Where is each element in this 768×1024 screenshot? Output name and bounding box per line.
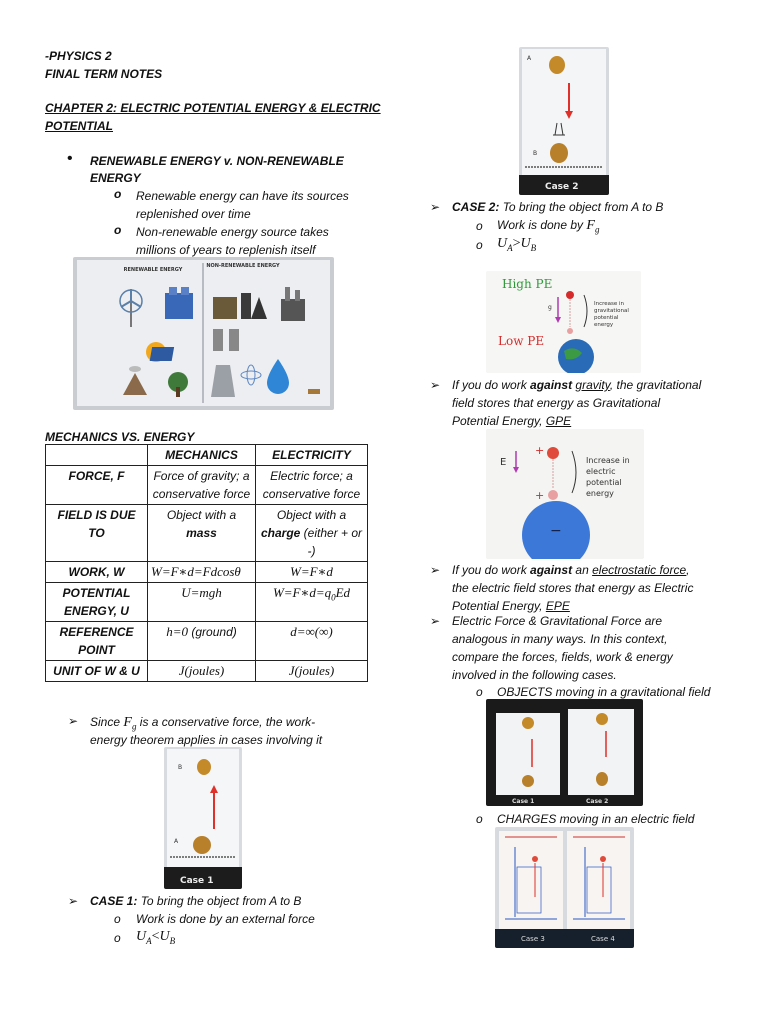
cell-elec-field-bold: charge <box>260 526 301 540</box>
cell-elec-reference: d=∞(∞) <box>256 622 368 661</box>
row-label-work: WORK, W <box>46 562 148 583</box>
cell-elec-work: W=F∗d <box>256 562 368 583</box>
poster-left-title: RENEWABLE ENERGY <box>123 267 183 273</box>
energy-poster-photo <box>73 257 334 410</box>
charges-electric-photo <box>495 827 634 948</box>
gpe-line3 <box>452 412 571 430</box>
arrow-bullet-icon: ➢ <box>430 200 441 214</box>
epe-line2: the electric field stores that energy as Electric <box>452 581 694 595</box>
case2-ub-sub: B <box>530 242 537 253</box>
sub-bullet: o <box>114 187 122 201</box>
table-row <box>46 466 368 505</box>
arrow-bullet-icon: ➢ <box>430 378 441 392</box>
mechanics-vs-energy-table <box>45 444 368 682</box>
table-row <box>46 505 368 562</box>
renewable-item1-line1: Renewable energy can have its sources <box>136 189 349 203</box>
row-label-potential-energy: POTENTIAL ENERGY, U <box>46 583 148 622</box>
positive-charge-icon <box>547 447 559 459</box>
case1-label: CASE 1: <box>90 894 138 908</box>
cell-elec-force: Electric force; a conservative force <box>256 466 368 505</box>
case1-photo <box>164 747 242 889</box>
case2-photo <box>519 47 609 195</box>
arrow-bullet-icon: ➢ <box>68 714 79 728</box>
case1-point-b: B <box>178 764 183 771</box>
analog-line3: compare the forces, fields, work & energy <box>452 650 673 664</box>
sub-bullet: o <box>114 931 121 945</box>
case2-object-top <box>549 56 565 74</box>
table-row <box>46 622 368 661</box>
gpe-line1 <box>452 376 701 394</box>
objects-gravitational-photo <box>486 699 643 806</box>
renewable-item2-line2: millions of years to replenish itself <box>136 243 316 257</box>
case1-line <box>90 892 301 910</box>
case2-sub1-sub: g <box>594 224 600 235</box>
since-post: is a conservative force, the work- <box>139 715 316 729</box>
cell-mech-field <box>148 505 256 562</box>
case1-caption: Case 1 <box>180 876 214 886</box>
cell-elec-pe-post: Ed <box>335 585 351 600</box>
gpe-l3-u: GPE <box>545 414 572 428</box>
case1-ub: U <box>159 929 170 944</box>
row-label-unit: UNIT OF W & U <box>46 661 148 682</box>
since-symbol: F <box>123 715 132 730</box>
sub-bullet: o <box>476 238 483 252</box>
epe-line1 <box>452 561 690 579</box>
sub-bullet: o <box>114 912 121 926</box>
case2-ua-sub: A <box>507 242 513 253</box>
analog-line1: Electric Force & Gravitational Force are <box>452 614 663 628</box>
cell-mech-field-text: Object with a <box>166 508 237 522</box>
bullet-dot: • <box>67 150 73 167</box>
epe-l3-pre: Potential Energy, <box>452 599 543 613</box>
epe-l1-bold: against <box>530 563 573 577</box>
analog-line2: analogous in many ways. In this context, <box>452 632 668 646</box>
poster-right-title: NON-RENEWABLE ENERGY <box>206 263 280 269</box>
since-pre: Since <box>90 715 121 729</box>
case2-text: To bring the object from A to B <box>502 200 664 214</box>
chapter-title-line1: CHAPTER 2: ELECTRIC POTENTIAL ENERGY & ELECTRIC <box>45 101 381 115</box>
analog-sub1: OBJECTS moving in a gravitational field <box>497 685 711 699</box>
case1-text: To bring the object from A to B <box>140 894 302 908</box>
arrow-bullet-icon: ➢ <box>430 614 441 628</box>
cell-mech-pe: U=mgh <box>148 583 256 622</box>
analog-sub2: CHARGES moving in an electric field <box>497 812 695 826</box>
cell-elec-pe <box>256 583 368 622</box>
sub-bullet: o <box>476 812 483 826</box>
cell-elec-pe-pre: W=F∗d=q <box>272 585 332 600</box>
epe-l1-u: electrostatic force <box>592 563 687 577</box>
case2-ua: U <box>497 236 508 251</box>
gpe-line2: field stores that energy as Gravitational <box>452 396 661 410</box>
cell-mech-reference <box>148 622 256 661</box>
sub-bullet: o <box>476 685 483 699</box>
table-caption: MECHANICS VS. ENERGY <box>45 430 195 444</box>
case2-sub2 <box>497 235 536 257</box>
high-pe-label: High PE <box>502 277 553 291</box>
mass-ball-icon <box>566 291 574 299</box>
gravity-pe-figure <box>486 271 641 373</box>
case1-object-top <box>197 759 211 775</box>
cell-elec-field-post: (either + or -) <box>303 526 363 558</box>
table-header-row <box>46 445 368 466</box>
g-label: g <box>548 304 552 311</box>
case2-sub1-sym: F <box>586 218 595 233</box>
case2-ub: U <box>520 236 531 251</box>
case1-point-a: A <box>174 838 179 845</box>
case1-sub1: Work is done by an external force <box>136 912 315 926</box>
since-line2: energy theorem applies in cases involving it <box>90 733 323 747</box>
case2-label: CASE 2: <box>452 200 500 214</box>
gravity-note: Increase in gravitational potential energy <box>594 301 629 328</box>
course-title: -PHYSICS 2 <box>45 49 112 63</box>
renewable-item1-line2: replenished over time <box>136 207 251 221</box>
electric-pe-figure <box>486 429 644 559</box>
photo1-right-caption: Case 2 <box>586 798 609 805</box>
case1-ua-sub: A <box>146 935 152 946</box>
case2-point-a: A <box>527 55 532 62</box>
plus-label-bottom: + <box>535 489 545 502</box>
minus-label: − <box>550 523 562 539</box>
arrow-bullet-icon: ➢ <box>68 894 79 908</box>
epe-l1-post: , <box>686 563 690 577</box>
epe-l1-pre: If you do work <box>452 563 527 577</box>
chapter-title-line2: POTENTIAL <box>45 119 113 133</box>
case1-sub2 <box>136 928 175 950</box>
epe-l3-u: EPE <box>545 599 570 613</box>
since-sub: g <box>131 721 137 732</box>
low-pe-label: Low PE <box>498 334 545 348</box>
case1-ub-sub: B <box>169 935 176 946</box>
case1-ua: U <box>136 929 147 944</box>
cell-elec-field <box>256 505 368 562</box>
case2-sub1-pre: Work is done by <box>497 218 584 232</box>
column-header-mechanics: MECHANICS <box>148 445 256 466</box>
sub-bullet: o <box>114 223 122 237</box>
cell-mech-field-bold: mass <box>186 526 217 540</box>
photo1-left-caption: Case 1 <box>512 798 535 805</box>
notes-title: FINAL TERM NOTES <box>45 67 163 81</box>
renewable-heading-line1: RENEWABLE ENERGY v. NON-RENEWABLE <box>90 154 344 168</box>
column-header-electricity: ELECTRICITY <box>256 445 368 466</box>
row-label-reference: REFERENCE POINT <box>46 622 148 661</box>
epe-l1-mid: an <box>575 563 589 577</box>
photo2-right-caption: Case 4 <box>591 935 615 943</box>
row-label-force: FORCE, F <box>46 466 148 505</box>
case2-op: > <box>512 236 521 251</box>
photo2-left-caption: Case 3 <box>521 935 545 943</box>
renewable-heading-line2: ENERGY <box>90 171 141 185</box>
gpe-l1-bold: against <box>530 378 573 392</box>
cell-mech-ref-math: h=0 <box>166 624 189 639</box>
cell-mech-ref-post: (ground) <box>191 625 237 639</box>
table-row <box>46 562 368 583</box>
cell-elec-unit: J(joules) <box>256 661 368 682</box>
plus-label-top: + <box>535 444 545 457</box>
e-field-label: E <box>500 457 507 468</box>
case1-object-bottom <box>193 836 211 854</box>
case1-op: < <box>151 929 160 944</box>
electric-note: Increase in electric potential energy <box>586 456 630 498</box>
case2-point-b: B <box>533 150 538 157</box>
gpe-l3-pre: Potential Energy, <box>452 414 543 428</box>
cell-mech-unit: J(joules) <box>148 661 256 682</box>
gpe-l1-post: , the gravitational <box>609 378 702 392</box>
case2-caption: Case 2 <box>545 182 579 192</box>
case2-line <box>452 198 663 216</box>
case2-object-bottom <box>550 143 568 163</box>
renewable-item2-line1: Non-renewable energy source takes <box>136 225 329 239</box>
arrow-bullet-icon: ➢ <box>430 563 441 577</box>
gpe-l1-u: gravity <box>575 378 610 392</box>
row-label-field: FIELD IS DUE TO <box>46 505 148 562</box>
table-row <box>46 583 368 622</box>
table-corner-cell <box>46 445 148 466</box>
cell-mech-force: Force of gravity; a conservative force <box>148 466 256 505</box>
cell-mech-work: W=F∗d=Fdcosθ <box>148 562 256 583</box>
table-row <box>46 661 368 682</box>
sub-bullet: o <box>476 219 483 233</box>
analog-line4: involved in the following cases. <box>452 668 617 682</box>
cell-elec-field-text: Object with a <box>276 508 347 522</box>
cell-elec-pe-sub: 0 <box>331 592 336 603</box>
gpe-l1-pre: If you do work <box>452 378 527 392</box>
